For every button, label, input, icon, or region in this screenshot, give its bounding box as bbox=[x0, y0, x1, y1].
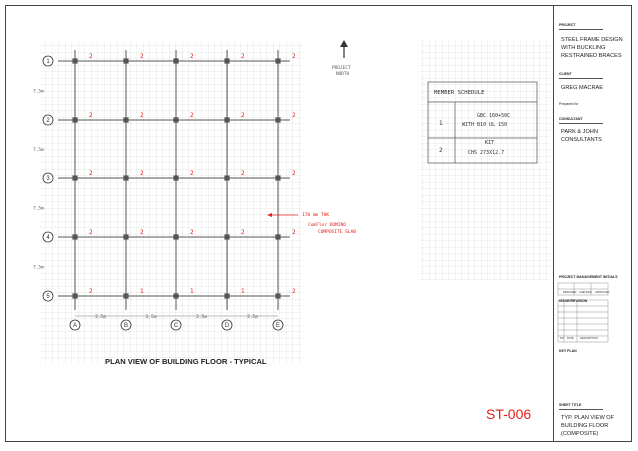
column-r2-c3 bbox=[173, 117, 178, 122]
schedule-row-1-line-1: GBC 160+50C bbox=[477, 113, 511, 119]
client-rule bbox=[559, 78, 603, 79]
column-r2-c5 bbox=[275, 117, 280, 122]
row-label-5: 5 bbox=[46, 294, 50, 301]
schedule-title: MEMBER SCHEDULE bbox=[434, 90, 485, 96]
plan-title: PLAN VIEW OF BUILDING FLOOR - TYPICAL bbox=[105, 357, 267, 366]
member-mark-r5-c4: 1 bbox=[241, 288, 245, 295]
title-block bbox=[553, 5, 632, 442]
sheet-title-rule bbox=[559, 409, 603, 410]
column-r4-c4 bbox=[224, 234, 229, 239]
column-label-2: B bbox=[123, 323, 129, 330]
plan-graph-paper bbox=[40, 42, 302, 364]
column-r5-c4 bbox=[224, 293, 229, 298]
column-r2-c2 bbox=[123, 117, 128, 122]
member-mark-r4-c2: 2 bbox=[140, 229, 144, 236]
column-r3-c2 bbox=[123, 175, 128, 180]
pm-designer: DESIGNER bbox=[563, 291, 577, 294]
member-mark-r1-c2: 2 bbox=[140, 53, 144, 60]
member-mark-r2-c1: 2 bbox=[89, 112, 93, 119]
row-label-2: 2 bbox=[46, 118, 50, 125]
member-mark-r1-c1: 2 bbox=[89, 53, 93, 60]
member-mark-r2-c3: 2 bbox=[190, 112, 194, 119]
member-mark-r3-c5: 2 bbox=[292, 170, 296, 177]
schedule-mark-2: 2 bbox=[439, 147, 443, 154]
client-label: CLIENT bbox=[559, 72, 572, 76]
row-spacing-3: 7.5m bbox=[33, 206, 44, 212]
north-arrow bbox=[332, 40, 351, 77]
member-mark-r3-c4: 2 bbox=[241, 170, 245, 177]
north-label-1: PROJECT bbox=[332, 66, 351, 71]
column-r4-c3 bbox=[173, 234, 178, 239]
column-label-4: D bbox=[224, 323, 230, 330]
column-label-5: E bbox=[275, 323, 281, 330]
column-label-3: C bbox=[173, 323, 179, 330]
column-r3-c5 bbox=[275, 175, 280, 180]
column-r3-c4 bbox=[224, 175, 229, 180]
sheet-title-line-3: (COMPOSITE) bbox=[561, 431, 599, 437]
member-mark-r1-c4: 2 bbox=[241, 53, 245, 60]
revision-label: ISSUE/REVISION bbox=[559, 299, 588, 303]
member-mark-r5-c5: 2 bbox=[292, 288, 296, 295]
column-r1-c4 bbox=[224, 58, 229, 63]
pm-checked: CHECKED bbox=[579, 291, 592, 294]
member-mark-r1-c3: 2 bbox=[190, 53, 194, 60]
column-spacing-1: 2.5m bbox=[95, 315, 106, 320]
member-mark-r4-c1: 2 bbox=[89, 229, 93, 236]
member-mark-r3-c3: 2 bbox=[190, 170, 194, 177]
project-line-1: STEEL FRAME DESIGN bbox=[561, 37, 623, 43]
member-mark-r5-c3: 1 bbox=[190, 288, 194, 295]
rev-no: NO. bbox=[560, 337, 565, 340]
sheet-title-line-2: BUILDING FLOOR bbox=[561, 423, 609, 429]
column-r1-c3 bbox=[173, 58, 178, 63]
column-r5-c3 bbox=[173, 293, 178, 298]
member-mark-r2-c5: 2 bbox=[292, 112, 296, 119]
consultant-line-1: PARK & JOHN bbox=[561, 129, 598, 135]
consultant-line-2: CONSULTANTS bbox=[561, 137, 602, 143]
member-mark-r5-c1: 2 bbox=[89, 288, 93, 295]
member-mark-r5-c2: 1 bbox=[140, 288, 144, 295]
member-mark-r4-c5: 2 bbox=[292, 229, 296, 236]
column-r3-c1 bbox=[72, 175, 77, 180]
prepared-for-label: Prepared for bbox=[559, 102, 579, 106]
row-spacing-4: 7.5m bbox=[33, 265, 44, 271]
column-spacing-2: 2.5m bbox=[145, 315, 157, 320]
row-spacing-2: 7.5m bbox=[33, 148, 44, 153]
project-line-3: RESTRAINED BRACES bbox=[561, 53, 622, 59]
project-line-2: WITH BUCKLING bbox=[561, 45, 606, 51]
column-r5-c2 bbox=[123, 293, 128, 298]
schedule-mark-1: 1 bbox=[439, 120, 443, 127]
row-label-3: 3 bbox=[46, 176, 50, 183]
sheet-title-line-1: TYP. PLAN VIEW OF bbox=[561, 415, 615, 421]
member-mark-r3-c1: 2 bbox=[89, 170, 93, 177]
column-r2-c4 bbox=[224, 117, 229, 122]
schedule-row-2-line-1: KIT bbox=[485, 140, 495, 146]
column-spacing-3: 2.5m bbox=[196, 315, 207, 320]
row-label-1: 1 bbox=[46, 59, 50, 66]
column-r1-c1 bbox=[72, 58, 77, 63]
pm-approved: APPROVED bbox=[595, 291, 610, 294]
slab-note-line-2: ComFlor DOMINO bbox=[308, 223, 346, 228]
schedule-graph-paper bbox=[420, 40, 550, 280]
member-mark-r4-c4: 2 bbox=[241, 229, 245, 236]
row-label-4: 4 bbox=[46, 235, 50, 242]
member-mark-r1-c5: 2 bbox=[292, 53, 296, 60]
column-r4-c2 bbox=[123, 234, 128, 239]
slab-note-line-1: 170 mm THK bbox=[302, 213, 330, 218]
schedule-row-1-line-2: WITH B10 UL 150 bbox=[462, 122, 508, 128]
column-r4-c1 bbox=[72, 234, 77, 239]
project-label: PROJECT bbox=[559, 23, 576, 27]
column-r5-c5 bbox=[275, 293, 280, 298]
consultant-label: CONSULTANT bbox=[559, 117, 583, 121]
rev-description: DESCRIPTION bbox=[580, 337, 598, 340]
project-rule bbox=[559, 29, 603, 30]
column-r3-c3 bbox=[173, 175, 178, 180]
column-r2-c1 bbox=[72, 117, 77, 122]
consultant-rule bbox=[559, 123, 603, 124]
column-spacing-4: 2.5m bbox=[247, 315, 258, 320]
column-label-1: A bbox=[72, 323, 78, 330]
client-name: GREG MACRAE bbox=[561, 85, 603, 91]
column-r5-c1 bbox=[72, 293, 77, 298]
slab-note-line-3: COMPOSITE SLAB bbox=[318, 230, 356, 235]
schedule-row-2-line-2: CHS 273X12.7 bbox=[468, 150, 505, 156]
member-mark-r2-c4: 2 bbox=[241, 112, 245, 119]
rev-date: DATE bbox=[567, 337, 574, 340]
sheet-number: ST-006 bbox=[486, 406, 532, 422]
column-r1-c5 bbox=[275, 58, 280, 63]
project-management-label: PROJECT MANAGEMENT INITIALS bbox=[559, 275, 618, 279]
sheet-title-label: SHEET TITLE bbox=[559, 403, 582, 407]
key-plan-label: KEY PLAN bbox=[559, 349, 577, 353]
column-r1-c2 bbox=[123, 58, 128, 63]
row-spacing-1: 7.5m bbox=[33, 89, 44, 95]
member-mark-r3-c2: 2 bbox=[140, 170, 144, 177]
member-mark-r4-c3: 2 bbox=[190, 229, 194, 236]
north-label-2: NORTH bbox=[336, 72, 350, 77]
member-mark-r2-c2: 2 bbox=[140, 112, 144, 119]
column-r4-c5 bbox=[275, 234, 280, 239]
